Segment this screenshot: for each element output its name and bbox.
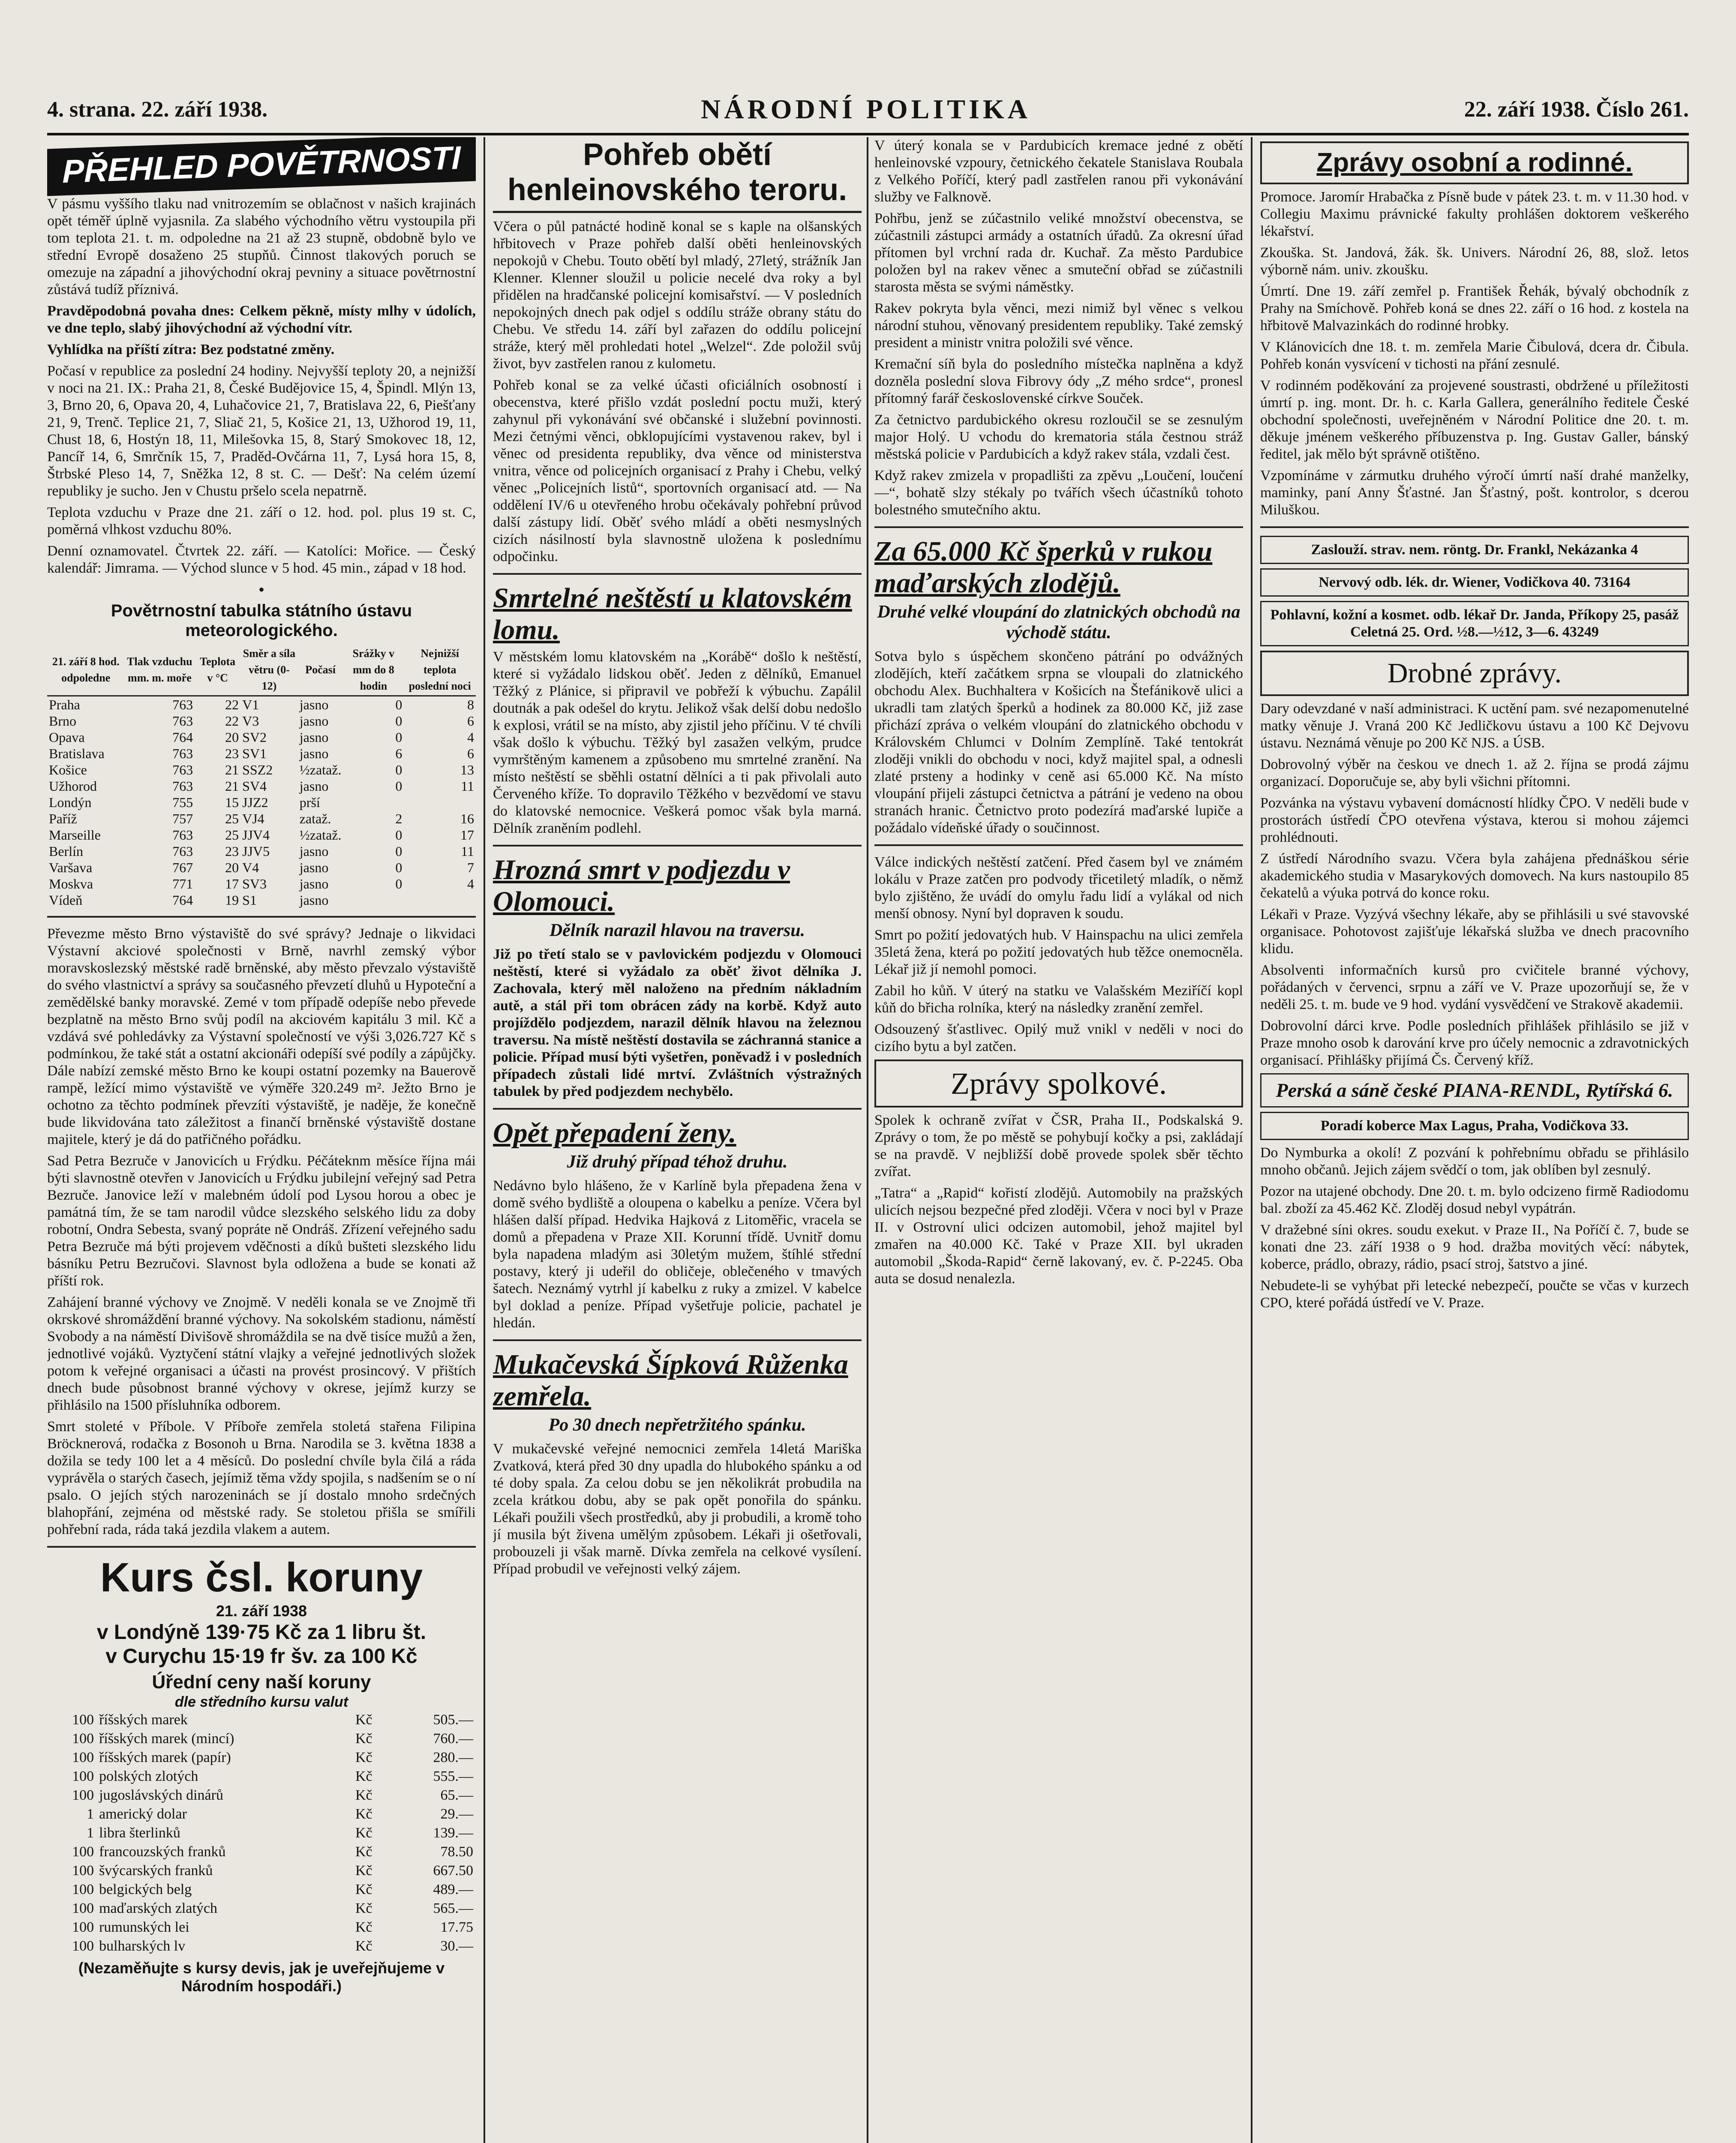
section-heading: Zprávy osobní a rodinné. [1260, 141, 1689, 184]
met-value-cell: 6 [395, 746, 402, 761]
met-table-row [47, 876, 476, 892]
met-value-cell: 0 [395, 713, 402, 729]
met-value-cell: VJ4 [242, 811, 264, 826]
met-value-cell: jasno [299, 892, 329, 908]
met-value-cell: 23 [225, 843, 239, 859]
news-paragraph: Převezme město Brno výstaviště do své správy? Jednaje o likvidaci Výstavní akciové společnosti v Brně, navrhl zemský výbor moravskoslezský městské radě brněnské, aby město převzalo výstaviště do svého vlastnictví a správy sa současného převzetí dluhů u Hypoteční a zemědělské banky moravské. Zemé v tom případě odepíše nebo převede bezplatně na město Brno svůj podíl na akciovém kapitálu 3 mil. Kč a vzdává své pohledávky za Výstavní společností ve výši 3,026.727 Kč s podmínkou, že také stát a ostatní akcionáři odepíší své podíly a zápůjčky. Dále nabízí zemské město Brno ke koupi ostatní pozemky na Bauerově rampě, ležící mimo výstaviště ve výměře 320.249 m². Ježto Brno je ochotno za těchto podmínek převzíti výstaviště, je naděje, že konečně bude likvidována tato záležitost a finančí brněnské výstaviště dostane majitele, který je dá do patřičného pořádku. [47, 926, 476, 1147]
met-value-cell: jasno [299, 860, 329, 875]
currency-row [47, 1843, 476, 1861]
column-divider [1251, 137, 1252, 2143]
met-value-cell: 20 [225, 860, 239, 875]
met-value-cell: 0 [395, 843, 402, 859]
currency-value-cell: 78.50 [440, 1844, 473, 1860]
currency-value-cell: 489.— [433, 1882, 473, 1897]
currency-value-cell: 565.— [433, 1900, 473, 1916]
currency-value-cell: 100 [72, 1787, 94, 1803]
weather-paragraph: Počasí v republice za poslední 24 hodiny. Nejvyšší teploty 20, a nejnižší v noci na 21. IX.: Praha 21, 8, České Budějovice 15, 4, Špindl. Mlýn 13, 3, Brno 20, 6, Opava 20, 4, Luhačovice 21, 7, Bratislava 22, 6, Piešťany 21, 9, Trenč. Teplice 21, 7, Sliač 21, 5, Košice 21, 13, Užhorod 19, 11, Chust 18, 6, Hostýn 18, 11, Milešovka 15, 8, Starý Smokovec 18, 12, Pancíř 14, 6, Smrčník 15, 7, Praděd-Ovčárna 11, 7, Lysá hora 15, 8, Štrbské Pleso 14, 7, Sněžka 12, 8 st. C. — Dešť: Na celém území republiky je sucho. Jen v Chustu pršelo scela nepatrně. [47, 363, 476, 499]
article-paragraph: Kremační síň byla do posledního místečka naplněna a když dozněla poslední slova Fibrovy ódy „Z mého srdce“, pronesl přítomný farář československé církve Souček. [874, 356, 1243, 406]
met-value-cell: SV3 [242, 876, 267, 891]
met-value-cell: V1 [242, 697, 259, 712]
met-city-cell: Brno [49, 713, 76, 729]
met-value-cell: jasno [299, 843, 329, 859]
currency-name-cell: americký dolar [99, 1806, 187, 1822]
weather-paragraph: Denní oznamovatel. Čtvrtek 22. září. — Katolíci: Mořice. — Český kalendář: Jimrama. — Východ slunce v 5 hod. 45 min., západ v 18 hod. [47, 543, 476, 576]
met-value-cell: jasno [299, 778, 329, 794]
currency-value-cell: 100 [72, 1731, 94, 1747]
met-header: Nejnižší teplota poslední noci [404, 645, 476, 696]
article-paragraph: Pohřbu, jenž se zúčastnilo veliké množství obecenstva, se zúčastnili zástupci armády a ostatních úřadů. Za okresní úřad přítomen byl vrchní rada dr. Kuchař. Za město Pardubice položen byl na rakev věnec a smuteční obřad se zúčastnili starosta města se svými náměstky. [874, 210, 1243, 295]
met-value-cell: 763 [172, 827, 193, 843]
currency-name-cell: polských zlotých [99, 1768, 198, 1784]
currency-value-cell: Kč [355, 1750, 372, 1765]
personal-item: V Klánovicích dne 18. t. m. zemřela Marie Čibulová, dcera dr. Čibula. Pohřeb konán vysvícení v tichosti na přání zesnulé. [1260, 339, 1689, 372]
met-value-cell: 757 [172, 811, 193, 826]
currency-value-cell: Kč [355, 1712, 372, 1728]
met-value-cell: 8 [467, 697, 474, 712]
currency-name-cell: libra šterlinků [99, 1825, 180, 1841]
news-item: Zabil ho kůň. V úterý na statku ve Valašském Meziříčí kopl kůň do břicha rolníka, který na následky zranění zemřel. [874, 983, 1243, 1016]
currency-name-cell: rumunských lei [99, 1919, 189, 1935]
short-news-item: Pozvánka na výstavu vybavení domácností hlídky ČPO. V neděli bude v prostorách ústředí ČPO otevřena výstava, kterou si mohou zájemci prohlédnouti. [1260, 795, 1689, 845]
currency-value-cell: Kč [355, 1806, 372, 1822]
met-city-cell: Košice [49, 762, 87, 777]
met-value-cell: jasno [299, 729, 329, 745]
met-table-row [47, 794, 476, 810]
article-headline: Za 65.000 Kč šperků v rukou maďarských zlodějů. [874, 536, 1213, 599]
met-value-cell: 22 [225, 713, 239, 729]
met-value-cell: 19 [225, 892, 239, 908]
personal-item: V rodinném poděkování za projevené soustrasti, obdržené u příležitosti úmrtí p. ing. mont. Dr. h. c. Karla Gallera, generálního ředitele České obchodní společnosti, uveřejněném v Národní Politice dne 20. t. m. děkuje jménem veškerého příbuzenstva p. Ing. Gustav Galler, bánský ředitel, jak mělo být správně otištěno. [1260, 378, 1689, 462]
met-value-cell: 771 [172, 876, 193, 891]
currency-value-cell: 100 [72, 1768, 94, 1784]
currency-value-cell: 100 [72, 1712, 94, 1728]
section-rule [493, 573, 862, 575]
met-value-cell [343, 794, 404, 810]
section-rule [493, 1108, 862, 1110]
article-headline: Mukačevská Šípková Růženka zemřela. [493, 1349, 848, 1412]
met-city-cell: Moskva [49, 876, 93, 891]
met-city-cell: Varšava [49, 860, 93, 875]
article-subheadline: Druhé velké vloupání do zlatnických obchodů na východě státu. [877, 602, 1240, 642]
news-item: Spolek k ochraně zvířat v ČSR, Praha II., Podskalská 9. Zprávy o tom, že po městě se pohybují kočky a psi, zakládají se na pravdě. V nejbližší době provede spolek sběr těchto zvířat. [874, 1112, 1243, 1180]
met-value-cell: 13 [460, 762, 474, 777]
classified-item: Nebudete-li se vyhýbat při letecké nebezpečí, poučte se včas v kurzech CPO, které pořádá ústředí ve V. Praze. [1260, 1278, 1689, 1311]
met-value-cell: V4 [242, 860, 259, 875]
currency-row [47, 1861, 476, 1880]
met-value-cell: ½zataž. [299, 762, 342, 777]
met-value-cell: 17 [225, 876, 239, 891]
article-paragraph: V úterý konala se v Pardubicích kremace jedné z obětí henleinovské vzpoury, četnického čekatele Stanislava Roubala z Velkého Poříčí, který padl zastřelen ranou při vykonávání služby ve Falknově. [874, 138, 1243, 205]
met-value-cell: jasno [299, 713, 329, 729]
personal-item: Promoce. Jaromír Hrabačka z Písně bude v pátek 23. t. m. v 11.30 hod. v Collegiu Maximu právnické fakulty prohlášen doktorem veškerého lékařství. [1260, 189, 1689, 239]
met-value-cell: JJV5 [242, 843, 270, 859]
currency-name-cell: maďarských zlatých [99, 1900, 217, 1916]
met-header: 21. září 8 hod. odpoledne [47, 645, 124, 696]
currency-value-cell: Kč [355, 1768, 372, 1784]
met-value-cell: 15 [225, 795, 239, 810]
currency-value-cell: 280.— [433, 1750, 473, 1765]
met-table-row [47, 843, 476, 859]
met-header: Srážky v mm do 8 hodin [343, 645, 404, 696]
met-value-cell: 763 [172, 778, 193, 794]
met-value-cell: 0 [395, 778, 402, 794]
short-news-item: Dary odevzdané v naší administraci. K uctění pam. své nezapomenutelné matky věnuje J. Vraná 200 Kč Jedličkovu ústavu a 100 Kč Dejvovu ústavu. Neznámá věnuje po 200 Kč NJS. a ÚSB. [1260, 701, 1689, 751]
column-weather-currency [47, 137, 476, 2143]
currency-row [47, 1918, 476, 1937]
met-table [47, 645, 476, 908]
personal-item: Zkouška. St. Jandová, žák. šk. Univers. Národní 26, 88, slož. letos výborně nám. univ. zkoušku. [1260, 245, 1689, 278]
article-headline: Opět přepadení ženy. [493, 1117, 736, 1149]
section-heading: Drobné zprávy. [1260, 651, 1689, 696]
currency-row [47, 1824, 476, 1843]
met-city-cell: Praha [49, 697, 80, 712]
classified-item: Pozor na utajené obchody. Dne 20. t. m. bylo odcizeno firmě Radiodomu bal. zboží za 45.462 Kč. Zloděj dosud nebyl vypátrán. [1260, 1183, 1689, 1216]
met-table-row [47, 859, 476, 876]
short-news-item: Absolventi informačních kursů pro cvičitele branné výchovy, pořádaných v červenci, srpnu a září ve V. Praze upozorňují se, že v neděli 25. t. m. bude ve 9 hod. vydání vysvědčení ve Strakově akademii. [1260, 962, 1689, 1012]
met-value-cell: 763 [172, 843, 193, 859]
met-value-cell: 764 [172, 729, 193, 745]
met-value-cell: V3 [242, 713, 259, 729]
met-value-cell: 23 [225, 746, 239, 761]
article-paragraph: Nedávno bylo hlášeno, že v Karlíně byla přepadena žena v domě svého bydliště a oloupena o kabelku a peníze. Včera byl hlášen další případ. Hedvika Hajková z Litoměřic, vracela se domů a přepadena v Praze XII. Korunní třídě. Uvnitř domu byla napadena mladým asi 30letým mužem, štíhlé střední postavy, který ji udeřil do obličeje, oblečeného v tmavých šatech. Neznámý vytrhl jí kabelku z ruky a zmizel. V kabelce byl doklad a peníze. Případ vyšetřuje policie, pachatel je hledán. [493, 1178, 862, 1331]
currency-value-cell: 100 [72, 1882, 94, 1897]
column-divider [484, 137, 485, 2143]
met-value-cell: SV4 [242, 778, 267, 794]
met-value-cell: 22 [225, 697, 239, 712]
met-value-cell: prší [299, 795, 320, 810]
met-value-cell: jasno [299, 697, 329, 712]
column-news-1 [493, 137, 862, 2143]
currency-name-cell: říšských marek (mincí) [99, 1731, 234, 1747]
currency-zurich: v Curychu 15·19 fr šv. za 100 Kč [105, 1645, 417, 1668]
currency-value-cell: 100 [72, 1863, 94, 1879]
weather-paragraph: Teplota vzduchu v Praze dne 21. září o 12. hod. pol. plus 19 st. C, poměrná vlhkost vzduchu 80%. [47, 504, 476, 537]
classified-ad: Poradí koberce Max Lagus, Praha, Vodičkova 33. [1260, 1112, 1689, 1140]
met-city-cell: Berlín [49, 843, 83, 859]
currency-value-cell: 65.— [440, 1787, 473, 1803]
classified-ad: Nervový odb. lék. dr. Wiener, Vodičkova 40. 73164 [1260, 568, 1689, 597]
met-value-cell: SV1 [242, 746, 267, 761]
met-table-row [47, 892, 476, 908]
met-value-cell: JJZ2 [242, 795, 268, 810]
currency-value-cell: 760.— [433, 1731, 473, 1747]
met-value-cell: 21 [225, 778, 239, 794]
met-table-header-row [47, 645, 476, 696]
currency-value-cell: 555.— [433, 1768, 473, 1784]
section-rule [1260, 526, 1689, 528]
currency-name-cell: říšských marek [99, 1712, 188, 1728]
short-news-item: Lékaři v Praze. Vyzývá všechny lékaře, aby se přihlásili u své stavovské organisace. Pohotovost zajišťuje lékařská služba ve dnech pracovního klidu. [1260, 906, 1689, 957]
met-value-cell: 7 [467, 860, 474, 875]
currency-row [47, 1748, 476, 1767]
met-value-cell: 0 [395, 762, 402, 777]
met-value-cell: SV2 [242, 729, 267, 745]
met-city-cell: Užhorod [49, 778, 97, 794]
met-value-cell: 16 [460, 811, 474, 826]
met-value-cell: 755 [172, 795, 193, 810]
currency-value-cell: Kč [355, 1938, 372, 1954]
currency-name-cell: francouzských franků [99, 1844, 226, 1860]
currency-row [47, 1880, 476, 1899]
section-rule [874, 526, 1243, 528]
section-rule [874, 844, 1243, 846]
met-value-cell [343, 892, 404, 908]
short-news-item: Dobrovolní dárci krve. Podle posledních přihlášek přihlásilo se již v Praze mnoho osob k darování krve pro účely nemocnic a zdravotnických organisací. Přihlášky přijímá Čs. Červený kříž. [1260, 1018, 1689, 1068]
section-rule [47, 1546, 476, 1548]
met-value-cell: 25 [225, 827, 239, 843]
met-value-cell: 0 [395, 697, 402, 712]
met-value-cell [404, 794, 476, 810]
met-value-cell: 0 [395, 860, 402, 875]
currency-value-cell: 100 [72, 1844, 94, 1860]
classified-ad: Pohlavní, kožní a kosmet. odb. lékař Dr. Janda, Příkopy 25, pasáž Celetná 25. Ord. ½8.—½12, 3—6. 43249 [1260, 601, 1689, 646]
met-table-row [47, 827, 476, 843]
currency-value-cell: Kč [355, 1900, 372, 1916]
met-value-cell: 17 [460, 827, 474, 843]
currency-value-cell: 30.— [440, 1938, 473, 1954]
met-value-cell: 763 [172, 697, 193, 712]
article-paragraph: Pohřeb konal se za velké účasti oficiálních osobností i obecenstva, které přišlo vzdát poslední poctu muži, který zahynul při vykonávání své občanské i služební povinnosti. Mezi četnými věnci, obklopujícími vystavenou rakev, byl i věnec od presidenta republiky, dva věnce od ministerstva vnitra, věnce od policejních organisací z Prahy i Chebu, velký věnec „Policejních listů“, sportovních organisací atd. — Na oddělení IV/6 u otevřeného hrobu očekávaly pohřební průvod další zástupy lidí. Oběť svého mládí a oběti nesmyslných cizích násilností byla slavnostně uložena k poslednímu odpočinku. [493, 377, 862, 564]
currency-value-cell: 100 [72, 1938, 94, 1954]
article-paragraph: V mukačevské veřejné nemocnici zemřela 14letá Mariška Zvatková, která před 30 dny upadla do hlubokého spánku a od té doby spala. Za celou dobu se jen několikrát probudila na zcela krátkou dobu, aby se pak opět ponořila do spánku. Lékaři použili všech prostředků, aby ji probudili, a kromě toho jí musila být živena umělým způsobem. Lékaři ji ošetřovali, probouzeli ji však marně. Dívka zemřela na celkové vysílení. Případ probudil ve veřejnosti velký zájem. [493, 1441, 862, 1577]
met-table-row [47, 696, 476, 713]
article-paragraph: Již po třetí stalo se v pavlovickém podjezdu v Olomouci neštěstí, které si vyžádalo za oběť život dělníka J. Zachovala, který měl naloženo na předním nákladním autě, a stál při tom obrácen zády na korbě. Když auto projíždělo podjezdem, narazil dělník hlavou na železnou traversu. Na místě neštěstí dostavila se záchranná stanice a policie. Případ musí býti vyšetřen, poněvadž i v posledních případech zůstali lidé mrtví. Zvláštních výstražných tabulek by před podjezdem nechybělo. [493, 946, 862, 1099]
personal-item: Vzpomínáme v zármutku druhého výročí úmrtí naší drahé manželky, maminky, paní Anny Šťastné. Jan Šťastný, pošt. kontrolor, s dcerou Miluškou. [1260, 468, 1689, 518]
currency-value-cell: Kč [355, 1825, 372, 1841]
met-table-row [47, 713, 476, 729]
currency-name-cell: švýcarských franků [99, 1863, 213, 1879]
currency-title: Kurs čsl. koruny [100, 1555, 423, 1600]
met-value-cell: 764 [172, 892, 193, 908]
met-value-cell: 11 [461, 843, 474, 859]
met-table-row [47, 810, 476, 827]
currency-date: 21. září 1938 [216, 1602, 307, 1620]
section-rule [493, 845, 862, 846]
currency-value-cell: 1 [87, 1825, 94, 1841]
article-paragraph: Včera o půl patnácté hodině konal se s kaple na olšanských hřbitovech v Praze pohřeb další oběti henleinovských nepokojů v Chebu. Touto obětí byl mladý, 27letý, strážník Jan Klenner. Klenner sloužil u policie necelé dva roky a byl přidělen na hradčanské policejní komisařství. — V posledních nepokojných dnech pak odjel s oddílu stráže obrany státu do Chebu. Ve středu 14. září byl zařazen do oddílu policejní stráže, který měl prohledati hotel „Welzel“. Zde položil svůj život, byv zastřelen ranou z kulometu. [493, 219, 862, 372]
met-header: Směr a síla větru (0-12) [240, 645, 298, 696]
met-city-cell: Paříž [49, 811, 77, 826]
classified-item: V dražebné síni okres. soudu exekut. v Praze II., Na Poříčí č. 7, bude se konati dne 23. září 1938 o 9 hod. dražba movitých věcí: nábytek, koberce, prádlo, obrazy, rádio, psací stroj, šatstvo a jiné. [1260, 1222, 1689, 1272]
met-value-cell: 763 [172, 762, 193, 777]
met-value-cell: 4 [467, 729, 474, 745]
currency-value-cell: 17.75 [440, 1919, 473, 1935]
article-paragraph: Sotva bylo s úspěchem skončeno pátrání po odvážných zlodějích, kteří začátkem srpna se vloupali do zlatnického obchodu Alex. Buchhaltera v Košicích na Štefánikově ulici a ukradli tam zlatých šperků a hodinek za 80.000 Kč, již zase přichází zpráva o velkém vloupání do zlatnického obchodu v Královském Chlumci v Dolním Zemplíně. Také tentokrát zloději vnikli do obchodu v noci, když majitel spal, a odnesli zlaté prsteny a hodinky v ceně asi 65.000 Kč. Na místo vloupání přijeli zástupci četnictva a pátrání je vedeno na obou stranách hranic. Četnictvo proto podezírá maďarské lupiče a požádalo vídeňské úřady o součinnost. [874, 648, 1243, 836]
news-item: Válce indických neštěstí zatčení. Před časem byl ve známém lokálu v Praze zatčen pro podvody třicetiletý mladík, o němž bylo zjištěno, že uvádí do omylu řadu lidí a vylákal od nich menší obnosy. Nyní byl dopraven k soudu. [874, 854, 1243, 921]
met-value-cell: 0 [395, 876, 402, 891]
currency-value-cell: 100 [72, 1900, 94, 1916]
currency-value-cell: Kč [355, 1882, 372, 1897]
met-value-cell: S1 [242, 892, 257, 908]
separator-dot: • [258, 580, 264, 599]
currency-value-cell: 100 [72, 1919, 94, 1935]
currency-row [47, 1899, 476, 1918]
classified-item: Do Nymburka a okolí! Z pozvání k pohřebnímu obřadu se přihlásilo mnoho občanů. Jejich zájem svědčí o tom, jak oblíben byl zesnulý. [1260, 1145, 1689, 1178]
currency-name-cell: belgických belg [99, 1882, 192, 1897]
article-paragraph: V městském lomu klatovském na „Korábě“ došlo k neštěstí, které si vyžádalo lidskou oběť. Jeden z dělníků, Emanuel Těžký z Plánice, si připravil ve pobřeží k výbuchu. Zapálil doutnák a pak odešel do krytu. Jelikož však delší dobu nedošlo k explosi, vrátil se na místo, aby zjistil jeho příčinu. V té chvíli však došlo k výbuchu. Těžký byl zasažen velkým, prudce vymrštěným kamenem a způsobeno mu smrtelné zranění. Na místo neštěstí se sběhli ostatní dělníci a ti pak přivolali auto Červeného kříže. To dopravilo Těžkého v bezvědomí ve stavu do klatovské nemocnice. Veškerá pomoc však byla marná. Dělník zraněním podlehl. [493, 649, 862, 836]
met-value-cell: 25 [225, 811, 239, 826]
currency-row [47, 1786, 476, 1805]
met-value-cell: 21 [225, 762, 239, 777]
met-table-row [47, 745, 476, 762]
met-city-cell: Marseille [49, 827, 101, 843]
article-paragraph: Rakev pokryta byla věnci, mezi nimiž byl věnec s velkou národní stuhou, věnovaný presidentem republiky. Také zemský president a ministr vnitra položili své věnce. [874, 300, 1243, 351]
news-paragraph: Zahájení branné výchovy ve Znojmě. V neděli konala se ve Znojmě tři okrskové shromáždění branné výchovy. Na sokolském stadionu, náměstí Svobody a na náměstí Divišově shromáždila se na dvě tisíce mužů a žen, jednotlivé vojáků. Vyztyčení státní vlajky a veřejné jednotlivých složek potom k veřejné organisaci a účasti na provést prosincový. V přištích dnech bude působnost branné výchovy v okrese, jejímž kurzy se přihlásilo na 1500 přísluhníka odborem. [47, 1294, 476, 1413]
currency-value-cell: 100 [72, 1750, 94, 1765]
personal-item: Úmrtí. Dne 19. září zemřel p. František Řehák, bývalý obchodník z Prahy na Smíchově. Pohřeb koná se dnes 22. září o 16 hod. z kostela na hřbitově Malvazinkách do rodinné hrobky. [1260, 283, 1689, 333]
met-value-cell: 0 [395, 729, 402, 745]
article-subheadline: Po 30 dnech nepřetržitého spánku. [548, 1415, 806, 1435]
met-city-cell: Vídeň [49, 892, 83, 908]
currency-row [47, 1711, 476, 1729]
met-table-body [47, 696, 476, 909]
header-page-date: 4. strana. 22. září 1938. [47, 97, 268, 122]
article-subheadline: Dělník narazil hlavou na traversu. [549, 921, 805, 940]
met-value-cell: 6 [467, 746, 474, 761]
header-issue-number: 22. září 1938. Číslo 261. [1464, 97, 1689, 122]
met-table-row [47, 762, 476, 778]
met-table-row [47, 778, 476, 794]
currency-row [47, 1805, 476, 1824]
met-value-cell: SSZ2 [242, 762, 273, 777]
met-value-cell: 763 [172, 713, 193, 729]
met-value-cell: 11 [461, 778, 474, 794]
weather-paragraph: Vyhlídka na příští zítra: Bez podstatné změny. [47, 342, 335, 357]
currency-value-cell: 139.— [433, 1825, 473, 1841]
currency-value-cell: 505.— [433, 1712, 473, 1728]
news-paragraph: Smrt stoleté v Příbole. V Příboře zemřela stoletá stařena Filipina Bröcknerová, rodačka z Bosonoh u Brna. Narodila se 3. května 1838 a dožila se tedy 100 let a 4 měsíců. Do poslední chvíle byla čilá a ráda vyprávěla o starých časech, jejímiž těma vždy spojila, s nadšením se o ní psalo. O jejích stých narozeninách se jí dostalo mnoho srdečných blahopřání, zejména od městské rady. Se stoletou přišla se smířili pohřební rada, ráda taká jezdila vlakem a autem. [47, 1419, 476, 1537]
met-value-cell: 4 [467, 876, 474, 891]
masthead-title: NÁRODNÍ POLITIKA [701, 94, 1031, 124]
currency-value-cell: 29.— [440, 1806, 473, 1822]
currency-note: (Nezaměňujte s kursy devis, jak je uveřejňujeme v Národním hospodáři.) [78, 1959, 445, 1995]
met-value-cell: 763 [172, 746, 193, 761]
met-value-cell: 20 [225, 729, 239, 745]
met-table-row [47, 729, 476, 745]
currency-london: v Londýně 139·75 Kč za 1 libru št. [96, 1621, 426, 1644]
currency-table-body [47, 1711, 476, 1956]
currency-row [47, 1937, 476, 1956]
met-table-title: Povětrnostní tabulka státního ústavu meteorologického. [111, 601, 412, 640]
article-subheadline: Již druhý případ téhož druhu. [567, 1152, 788, 1172]
met-value-cell: jasno [299, 746, 329, 761]
met-header: Tlak vzduchu mm. m. moře [124, 645, 195, 696]
article-paragraph: Za četnictvo pardubického okresu rozloučil se se zesnulým major Holý. U vchodu do krematoria stála čestnou stráž městská policie v Pardubicích a když rakev stála, vzdali čest. [874, 412, 1243, 462]
met-value-cell [404, 892, 476, 908]
met-city-cell: Bratislava [49, 746, 105, 761]
column-divider [867, 137, 868, 2143]
met-header: Teplota v °C [195, 645, 240, 696]
weather-paragraph: V pásmu vyššího tlaku nad vnitrozemím se oblačnost v našich krajinách opět téměř úplně vyjasnila. Za slabého východního větru vystoupila při tom teplota 21. t. m. odpoledne na 21 až 23 stupně, obdobně bylo ve střední Evropě dosaženo 25 stupňů. Činnost tlakových poruch se omezuje na západní a jihovýchodní okraj pevniny a situace povětrnostní zůstává tudíž příznivá. [47, 196, 476, 297]
classified-ad: Zaslouží. strav. nem. röntg. Dr. Frankl, Nekázanka 4 [1260, 536, 1689, 564]
met-value-cell: ½zataž. [299, 827, 342, 843]
currency-value-cell: Kč [355, 1919, 372, 1935]
currency-value-cell: Kč [355, 1844, 372, 1860]
piano-ad: Perská a sáně české PIANA-RENDL, Rytířská 6. [1260, 1073, 1689, 1108]
short-news-item: Z ústředí Národního svazu. Včera byla zahájena přednáškou série akademického studia v Masarykových domovech. Na kurs nastoupilo 85 čekatelů a výuka potrvá do konce roku. [1260, 851, 1689, 901]
article-headline: Pohřeb obětí henleinovského teroru. [493, 137, 862, 213]
news-item: „Tatra“ a „Rapid“ kořistí zlodějů. Automobily na pražských ulicích nejsou bezpečné před zloději. Včera v noci byl v Praze II. v Ostrovní ulici odcizen automobil, jehož majitel byl zmařen na 40.000 Kč. Také v Praze XII. byl ukraden automobil „Škoda-Rapid“ černě lakovaný, ev. č. P-2245. Oba auta se dosud nenalezla. [874, 1185, 1243, 1287]
currency-table [47, 1711, 476, 1956]
news-paragraph: Sad Petra Bezruče v Janovicích u Frýdku. Péčáteknm měsíce října mái býti slavnostně otevřen v Janovicích u Frýdku jubilejní veřejný sad Petra Bezruče. Janovice leží v malebném údolí pod Lysou horou a obec je památná tím, že se tam narodil vůdce slezského selského lidu za doby robotní, Ondra Sebesta, svaný popráte ně Ondráš. Zřízení veřejného sadu Petra Bezruče má býti projevem vděčnosti a díků bušteti slezského lidu básníku Petru Bezručovi. Slavnost byla odložena a bude se konati až příští rok. [47, 1153, 476, 1289]
weather-heading: PŘEHLED POVĚTRNOSTI [47, 137, 476, 196]
met-value-cell: 2 [395, 811, 402, 826]
currency-value-cell: 667.50 [433, 1863, 473, 1879]
met-city-cell: Londýn [49, 795, 92, 810]
currency-value-cell: Kč [355, 1787, 372, 1803]
currency-row [47, 1767, 476, 1786]
met-header: Počasí [298, 645, 343, 696]
column-news-2 [874, 137, 1243, 2143]
article-headline: Hrozná smrt v podjezdu v Olomouci. [493, 854, 790, 917]
met-city-cell: Opava [49, 729, 85, 745]
currency-name-cell: bulharských lv [99, 1938, 186, 1954]
news-item: Odsouzený šťastlivec. Opilý muž vnikl v neděli v noci do cizího bytu a byl zatčen. [874, 1021, 1243, 1054]
currency-row [47, 1729, 476, 1748]
currency-name-cell: jugoslávských dinárů [99, 1787, 223, 1803]
weather-paragraph: Pravděpodobná povaha dnes: Celkem pěkně, místy mlhy v údolích, ve dne teplo, slabý jihovýchodní až východní vítr. [47, 303, 476, 336]
currency-value-cell: 1 [87, 1806, 94, 1822]
section-heading: Zprávy spolkové. [874, 1059, 1243, 1108]
currency-value-cell: Kč [355, 1863, 372, 1879]
currency-name-cell: říšských marek (papír) [99, 1750, 231, 1765]
section-rule [493, 1339, 862, 1341]
met-value-cell: zataž. [299, 811, 331, 826]
article-paragraph: Když rakev zmizela v propadlišti za zpěvu „Loučení, loučení —“, bohatě slzy stékaly po tvářích všech účastníků tohoto bolestného smutečního aktu. [874, 468, 1243, 518]
currency-official-subheading: dle středního kursu valut [174, 1694, 348, 1710]
met-value-cell: jasno [299, 876, 329, 891]
news-item: Smrt po požití jedovatých hub. V Hainspachu na ulici zemřela 35letá žena, která po požití jedovatých hub těžce onemocněla. Lékař již jí nemohl pomoci. [874, 927, 1243, 977]
met-value-cell: JJV4 [242, 827, 270, 843]
column-personal-news [1260, 137, 1689, 2143]
currency-official-heading: Úřední ceny naší koruny [152, 1672, 371, 1693]
met-value-cell: 0 [395, 827, 402, 843]
page-header [47, 86, 1689, 135]
short-news-item: Dobrovolný výběr na českou ve dnech 1. až 2. října se prodá zájmu organizací. Doporučuje se, aby byli všichni přítomni. [1260, 756, 1689, 789]
section-rule [47, 916, 476, 918]
article-headline: Smrtelné neštěstí u klatovském lomu. [493, 582, 852, 645]
met-value-cell: 767 [172, 860, 193, 875]
met-value-cell: 6 [467, 713, 474, 729]
currency-value-cell: Kč [355, 1731, 372, 1747]
